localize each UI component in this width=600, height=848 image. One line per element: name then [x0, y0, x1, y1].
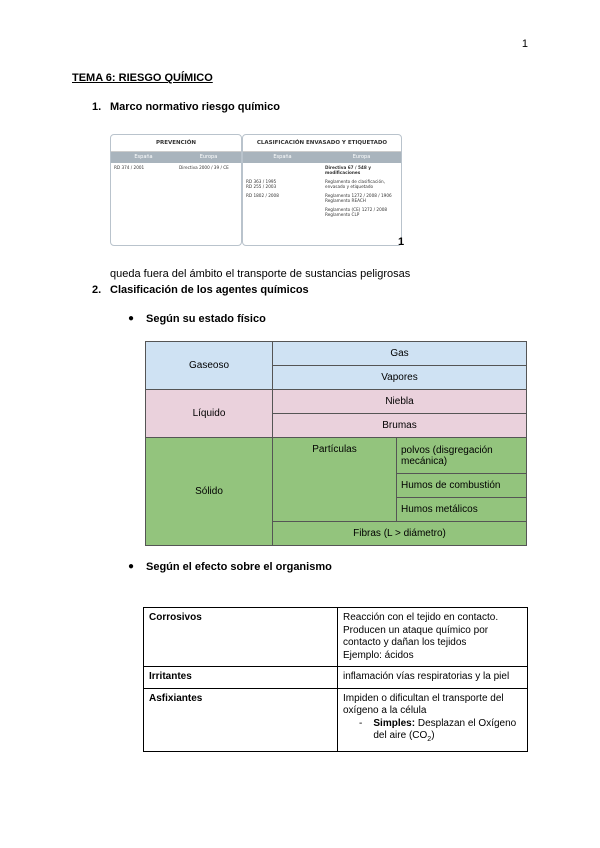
cell-brumas: Brumas: [273, 414, 527, 438]
prev-spain-cell: RD 374 / 2001: [114, 165, 145, 170]
sub-text: Desplazan el Oxígeno del aire (CO: [373, 717, 517, 741]
prevencion-panel: [110, 134, 242, 246]
cls-cell: Directiva 67 / 548 y modificaciones: [325, 165, 371, 175]
cls-cell: Reglamento de clasificación, envasado y etiquetado: [325, 179, 385, 189]
effect-irritantes-desc: inflamación vías respiratorias y la piel: [338, 667, 528, 689]
section1-number: 1.: [92, 101, 102, 113]
cell-polvos: polvos (disgregación mecánica): [397, 438, 527, 474]
cell-niebla: Niebla: [273, 390, 527, 414]
section2-heading: Clasificación de los agentes químicos: [110, 284, 309, 296]
prevencion-header: PREVENCIÓN: [111, 135, 241, 152]
cls-cell: [243, 205, 322, 219]
cls-cell: Reglamento 1272 / 2008 / 1906 Reglamento REACH: [325, 193, 392, 203]
page-title: TEMA 6: RIESGO QUÍMICO: [72, 72, 213, 84]
sub-end: ): [431, 730, 435, 741]
cls-cell: RD 363 / 1995 RD 255 / 2003: [246, 179, 277, 189]
cell-vapores: Vapores: [273, 366, 527, 390]
cell-fibras: Fibras (L > diámetro): [273, 522, 527, 546]
clasificacion-panel: [242, 134, 405, 248]
col-europa: Europa: [199, 154, 218, 160]
clasificacion-header: CLASIFICACIÓN ENVASADO Y ETIQUETADO: [243, 135, 401, 152]
col-espana: España: [134, 154, 153, 160]
bullet1-text: Según su estado físico: [146, 313, 266, 325]
cell-humos-combustion: Humos de combustión: [397, 474, 527, 498]
cell-humos-metalicos: Humos metálicos: [397, 498, 527, 522]
cls-cell: [243, 163, 322, 177]
desc-line: Ejemplo: ácidos: [343, 649, 414, 661]
bullet2-text: Según el efecto sobre el organismo: [146, 561, 332, 573]
prev-europe-cell: Directiva 2000 / 39 / CE: [179, 165, 229, 170]
cls-cell: RD 1802 / 2008: [246, 193, 279, 198]
section2-number: 2.: [92, 284, 102, 296]
effect-asfixiantes-desc: [338, 688, 528, 751]
effect-corrosivos-name: Corrosivos: [144, 608, 338, 667]
cls-cell: Reglamento (CE) 1272 / 2008 Reglamento CLP: [325, 207, 388, 217]
bullet-dot: ●: [128, 561, 135, 572]
sub-bold: Simples:: [373, 717, 416, 729]
effects-table: [143, 607, 528, 752]
bullet-dot: ●: [128, 313, 135, 324]
dash: -: [359, 717, 363, 729]
subscript: 2: [427, 736, 432, 743]
effect-irritantes-name: Irritantes: [144, 667, 338, 689]
desc-line: Reacción con el tejido en contacto.: [343, 612, 499, 623]
cell-particulas: Partículas: [273, 438, 397, 522]
sub-item-text: [373, 718, 522, 747]
page-number: 1: [521, 38, 528, 50]
col-europa: Europa: [352, 154, 371, 160]
effect-asfixiantes-name: Asfixiantes: [144, 688, 338, 751]
regulatory-image: [110, 134, 405, 248]
desc-line: Impiden o dificultan el transporte del oxígeno a la célula: [343, 692, 504, 716]
col-espana: España: [273, 154, 292, 160]
physical-state-table: [145, 341, 527, 546]
effect-corrosivos-desc: [338, 608, 528, 667]
cell-solido: Sólido: [146, 438, 273, 546]
cell-gas: Gas: [273, 342, 527, 366]
image-footnote: 1: [398, 236, 405, 248]
note-text: queda fuera del ámbito el transporte de sustancias peligrosas: [110, 268, 411, 280]
cell-gaseoso: Gaseoso: [146, 342, 273, 390]
section1-heading: Marco normativo riesgo químico: [110, 101, 280, 113]
sub-item: [343, 718, 522, 747]
cell-liquido: Líquido: [146, 390, 273, 438]
desc-line: Producen un ataque químico por contacto y dañan los tejidos: [343, 624, 489, 648]
